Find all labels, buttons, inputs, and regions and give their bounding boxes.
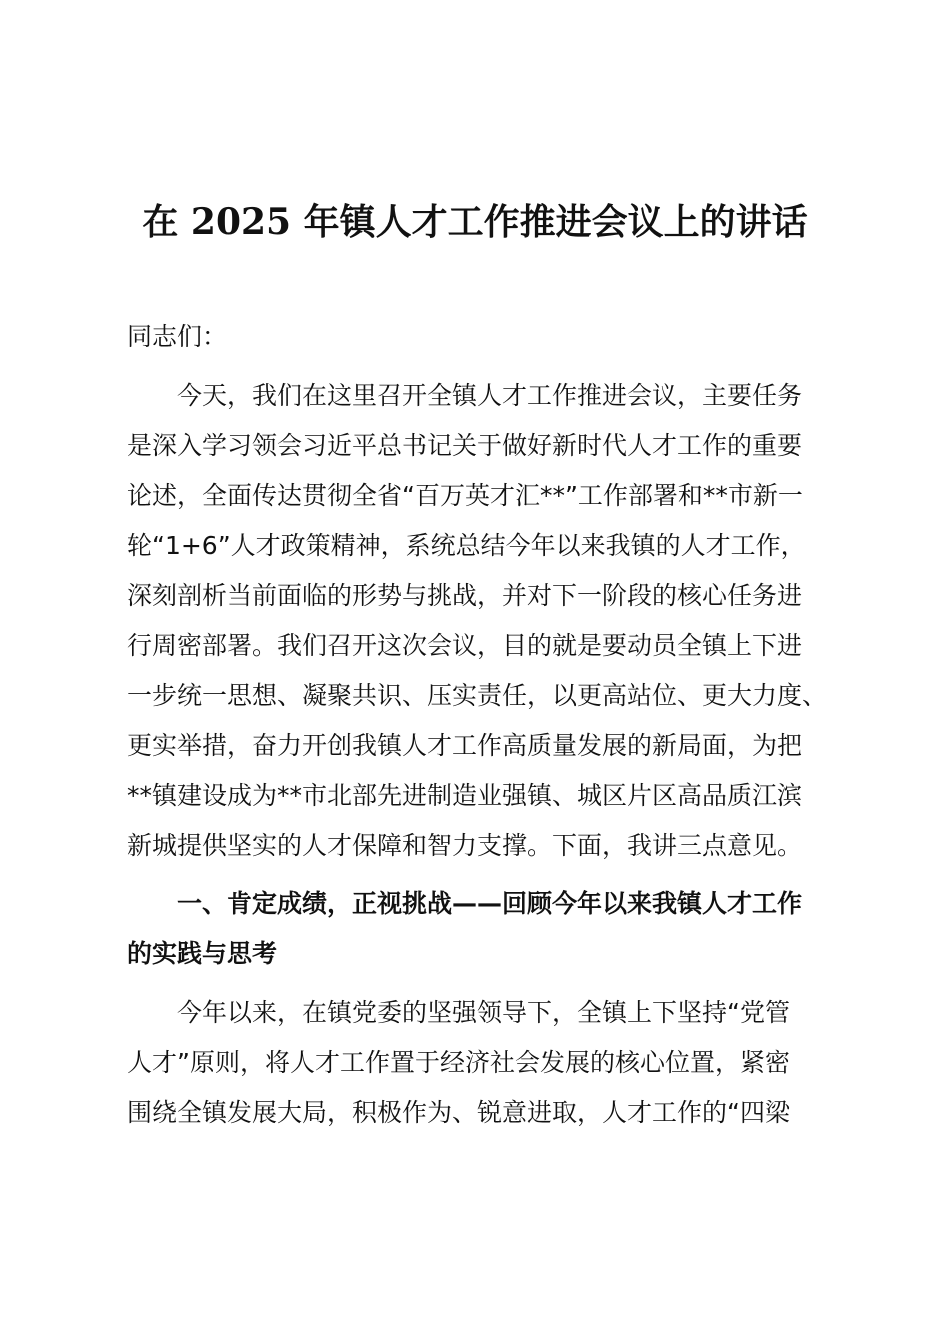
paragraph-line: 围绕全镇发展大局，积极作为、锐意进取，人才工作的“四梁 bbox=[127, 1098, 790, 1127]
paragraph-line: 人才”原则，将人才工作置于经济社会发展的核心位置，紧密 bbox=[127, 1048, 790, 1077]
paragraph-line: 今天，我们在这里召开全镇人才工作推进会议，主要任务 bbox=[177, 381, 803, 410]
document-title: 在 2025 年镇人才工作推进会议上的讲话 bbox=[142, 201, 808, 243]
paragraph-line: 轮“1+6”人才政策精神，系统总结今年以来我镇的人才工作， bbox=[127, 531, 806, 560]
section-heading-line: 一、肯定成绩，正视挑战——回顾今年以来我镇人才工作 bbox=[177, 889, 803, 918]
salutation: 同志们： bbox=[127, 322, 228, 351]
paragraph-line: 新城提供坚实的人才保障和智力支撑。下面，我讲三点意见。 bbox=[127, 831, 803, 860]
paragraph-line: 深刻剖析当前面临的形势与挑战，并对下一阶段的核心任务进 bbox=[127, 581, 803, 610]
paragraph-line: 一步统一思想、凝聚共识、压实责任，以更高站位、更大力度、 bbox=[127, 681, 828, 710]
paragraph-line: 论述，全面传达贯彻全省“百万英才汇**”工作部署和**市新一 bbox=[127, 481, 803, 510]
paragraph-line: 更实举措，奋力开创我镇人才工作高质量发展的新局面，为把 bbox=[127, 731, 803, 760]
paragraph-line: 是深入学习领会习近平总书记关于做好新时代人才工作的重要 bbox=[127, 431, 803, 460]
paragraph-line: **镇建设成为**市北部先进制造业强镇、城区片区高品质江滨 bbox=[127, 781, 803, 810]
paragraph-line: 行周密部署。我们召开这次会议，目的就是要动员全镇上下进 bbox=[127, 631, 803, 660]
paragraph-line: 今年以来，在镇党委的坚强领导下，全镇上下坚持“党管 bbox=[177, 998, 790, 1027]
section-heading-line: 的实践与思考 bbox=[127, 939, 278, 968]
